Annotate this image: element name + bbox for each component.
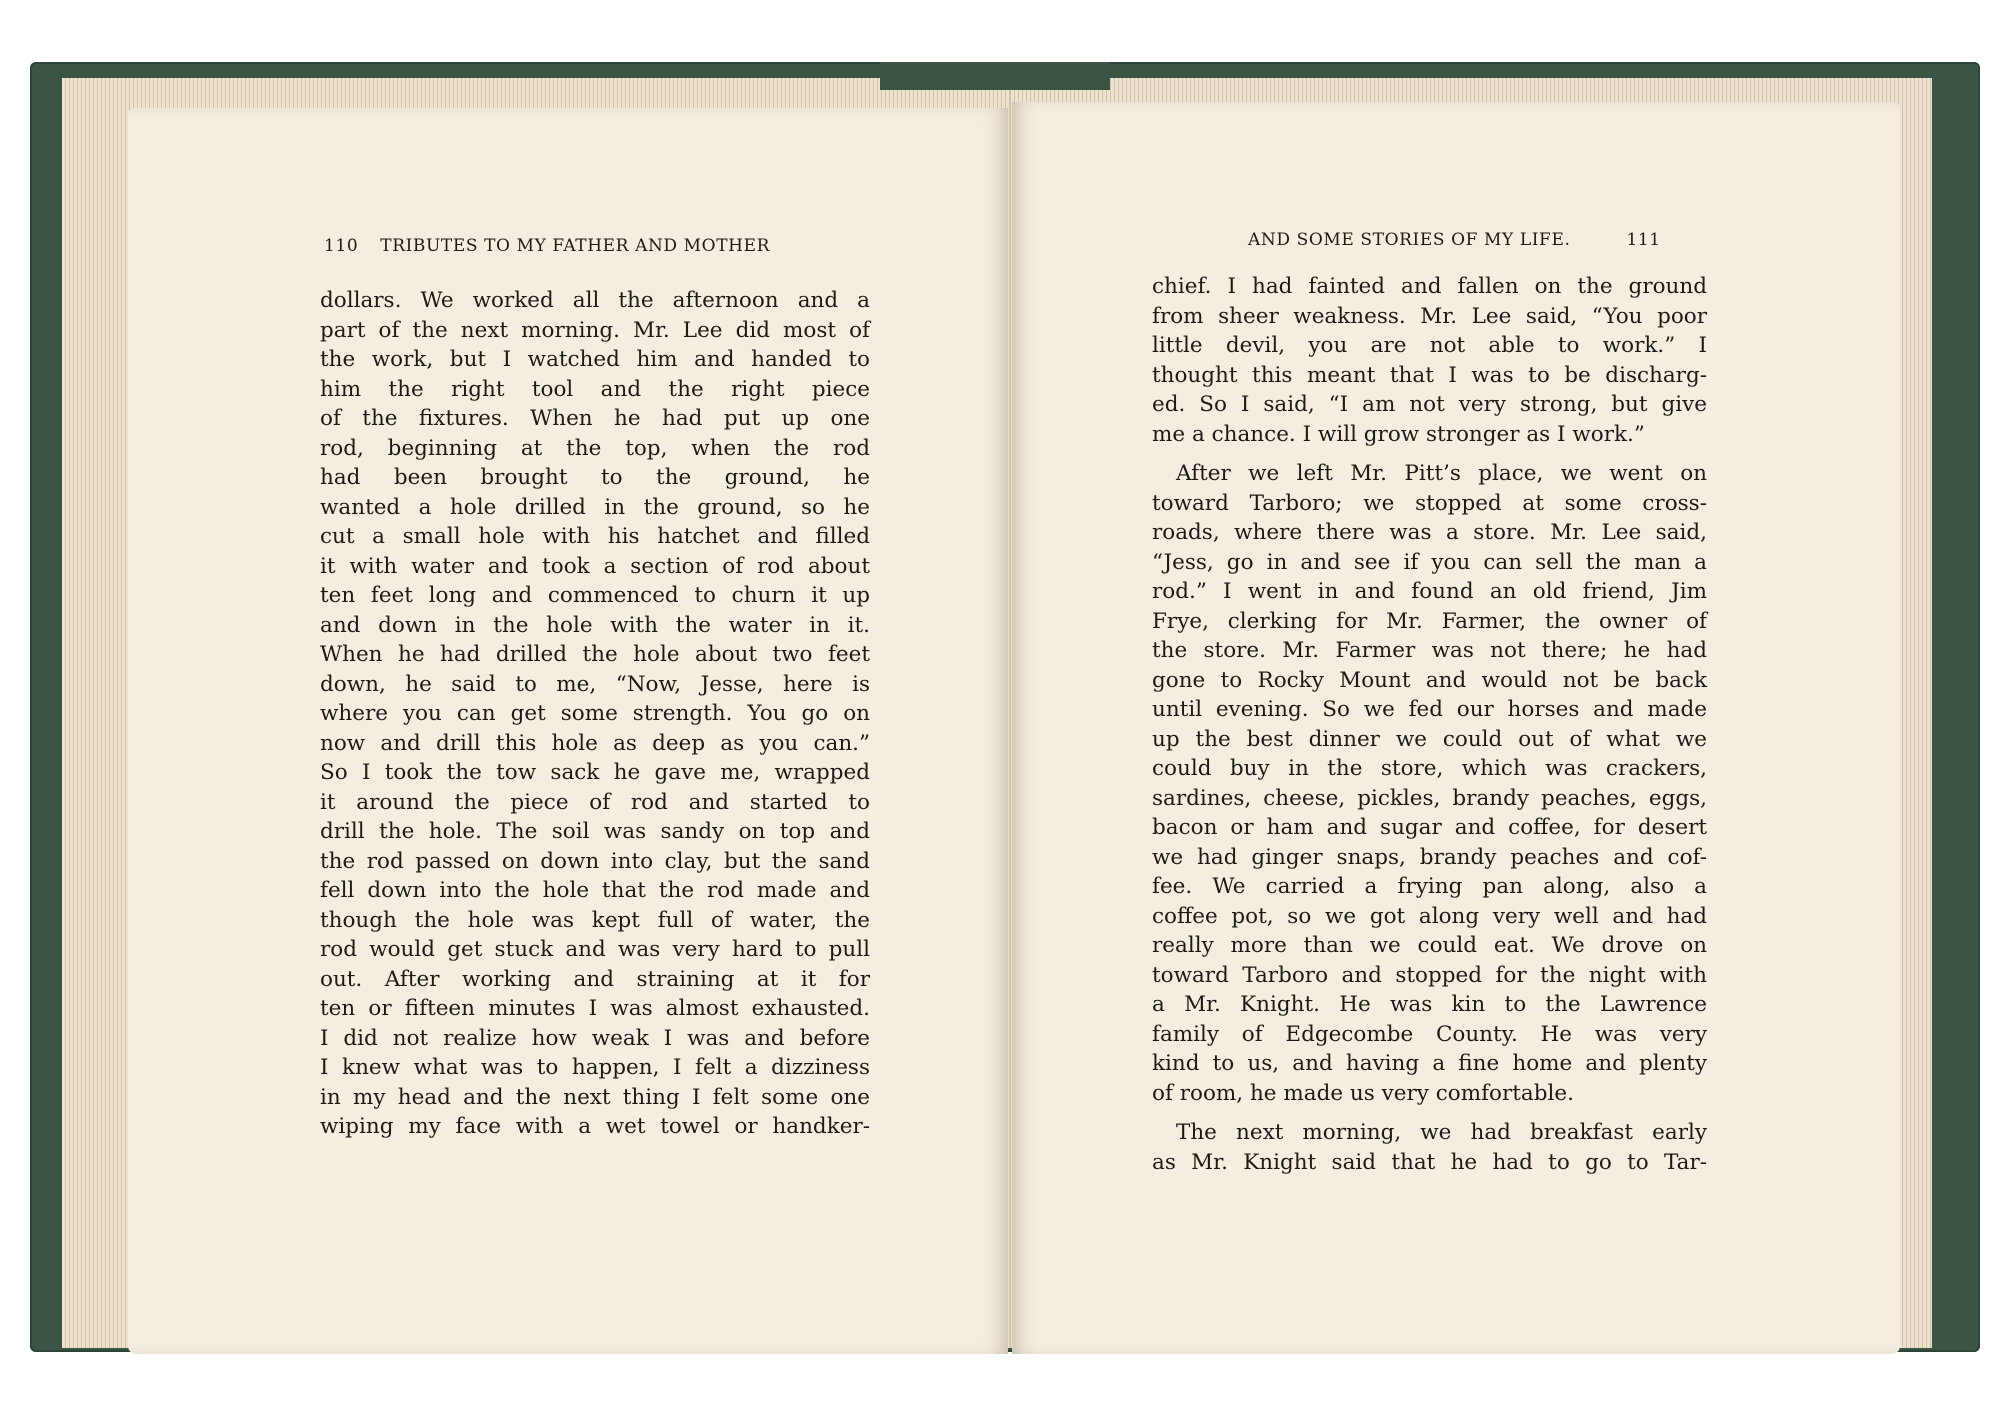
text-line: rod, beginning at the top, when the rod xyxy=(320,435,870,461)
text-line: “Jess, go in and see if you can sell the man a xyxy=(1152,549,1707,575)
text-line: really more than we could eat. We drove on xyxy=(1152,933,1707,958)
text-line: had been brought to the ground, he xyxy=(320,465,870,490)
text-line: could buy in the store, which was crackers, xyxy=(1152,756,1707,781)
text-line: rod.” I went in and found an old friend, Jim xyxy=(1152,579,1707,604)
text-line: fee. We carried a frying pan along, also a xyxy=(1152,874,1707,899)
text-line: in my head and the next thing I felt some one xyxy=(320,1084,870,1110)
text-line: from sheer weakness. Mr. Lee said, “You poor xyxy=(1152,303,1707,329)
text-line: of room, he made us very comfortable. xyxy=(1152,1080,1574,1106)
text-line: up the best dinner we could out of what we xyxy=(1152,726,1707,752)
left-page-number: 110 xyxy=(324,236,359,256)
text-line: I did not realize how weak I was and before xyxy=(320,1025,870,1051)
left-running-head-title: TRIBUTES TO MY FATHER AND MOTHER xyxy=(380,236,770,256)
text-line: dollars. We worked all the afternoon and a xyxy=(320,288,870,313)
left-page xyxy=(128,108,1008,1354)
text-line: rod would get stuck and was very hard to pull xyxy=(320,937,870,962)
text-line: little devil, you are not able to work.” I xyxy=(1152,333,1707,358)
text-line: the rod passed on down into clay, but the sand xyxy=(320,848,870,874)
text-line: fell down into the hole that the rod made and xyxy=(320,878,870,903)
text-line: thought this meant that I was to be discharg- xyxy=(1152,362,1707,388)
right-page-number: 111 xyxy=(1626,230,1661,250)
text-line: out. After working and straining at it for xyxy=(320,966,870,992)
text-line: chief. I had fainted and fallen on the ground xyxy=(1152,274,1707,299)
paragraph-gap xyxy=(1152,1108,1707,1118)
text-line: ed. So I said, “I am not very strong, but give xyxy=(1152,392,1707,417)
text-line: kind to us, and having a fine home and plenty xyxy=(1152,1051,1707,1076)
paragraph-gap xyxy=(1152,449,1707,459)
text-line: a Mr. Knight. He was kin to the Lawrence xyxy=(1152,992,1707,1017)
text-line: wiping my face with a wet towel or handker- xyxy=(320,1114,870,1139)
text-line: Frye, clerking for Mr. Farmer, the owner of xyxy=(1152,608,1707,634)
right-running-head xyxy=(1248,230,1661,250)
text-line: now and drill this hole as deep as you can.” xyxy=(320,730,870,756)
paragraph xyxy=(1152,1118,1707,1177)
left-running-head xyxy=(324,236,770,256)
text-line: part of the next morning. Mr. Lee did most of xyxy=(320,317,870,343)
text-line: it with water and took a section of rod about xyxy=(320,553,870,579)
text-line: gone to Rocky Mount and would not be back xyxy=(1152,667,1707,693)
text-line: where you can get some strength. You go on xyxy=(320,701,870,726)
text-line: of the fixtures. When he had put up one xyxy=(320,406,870,431)
text-line: sardines, cheese, pickles, brandy peaches, eggs, xyxy=(1152,785,1707,811)
paragraph xyxy=(1152,272,1707,449)
text-line: down, he said to me, “Now, Jesse, here is xyxy=(320,671,870,697)
text-line: After we left Mr. Pitt’s place, we went on xyxy=(1176,461,1707,486)
text-line: him the right tool and the right piece xyxy=(320,376,870,402)
right-page xyxy=(1012,102,1900,1354)
right-running-head-title: AND SOME STORIES OF MY LIFE. xyxy=(1248,230,1571,250)
text-line: The next morning, we had breakfast early xyxy=(1176,1120,1707,1145)
right-page-body xyxy=(1152,272,1707,1177)
text-line: toward Tarboro and stopped for the night with xyxy=(1152,962,1707,988)
book-spine xyxy=(880,62,1110,90)
text-line: ten or fifteen minutes I was almost exhausted. xyxy=(320,996,870,1021)
text-line: we had ginger snaps, brandy peaches and cof- xyxy=(1152,844,1707,870)
text-line: When he had drilled the hole about two feet xyxy=(320,642,870,667)
text-line: it around the piece of rod and started to xyxy=(320,789,870,815)
left-page-body xyxy=(320,286,870,1142)
text-line: as Mr. Knight said that he had to go to Tar- xyxy=(1152,1149,1707,1175)
text-line: until evening. So we fed our horses and made xyxy=(1152,697,1707,722)
text-line: ten feet long and commenced to churn it up xyxy=(320,583,870,608)
text-line: the store. Mr. Farmer was not there; he had xyxy=(1152,638,1707,663)
text-line: roads, where there was a store. Mr. Lee said, xyxy=(1152,520,1707,545)
text-line: bacon or ham and sugar and coffee, for desert xyxy=(1152,815,1707,840)
text-line: drill the hole. The soil was sandy on top and xyxy=(320,819,870,844)
text-line: though the hole was kept full of water, the xyxy=(320,907,870,933)
text-line: I knew what was to happen, I felt a dizziness xyxy=(320,1055,870,1080)
paragraph xyxy=(1152,459,1707,1108)
text-line: coffee pot, so we got along very well and had xyxy=(1152,903,1707,929)
text-line: wanted a hole drilled in the ground, so he xyxy=(320,494,870,520)
text-line: cut a small hole with his hatchet and filled xyxy=(320,524,870,549)
text-line: So I took the tow sack he gave me, wrapped xyxy=(320,760,870,785)
text-line: me a chance. I will grow stronger as I work.” xyxy=(1152,421,1645,447)
text-line: and down in the hole with the water in it. xyxy=(320,612,870,638)
text-line: family of Edgecombe County. He was very xyxy=(1152,1021,1707,1047)
text-line: the work, but I watched him and handed to xyxy=(320,347,870,372)
text-line: toward Tarboro; we stopped at some cross- xyxy=(1152,490,1707,516)
